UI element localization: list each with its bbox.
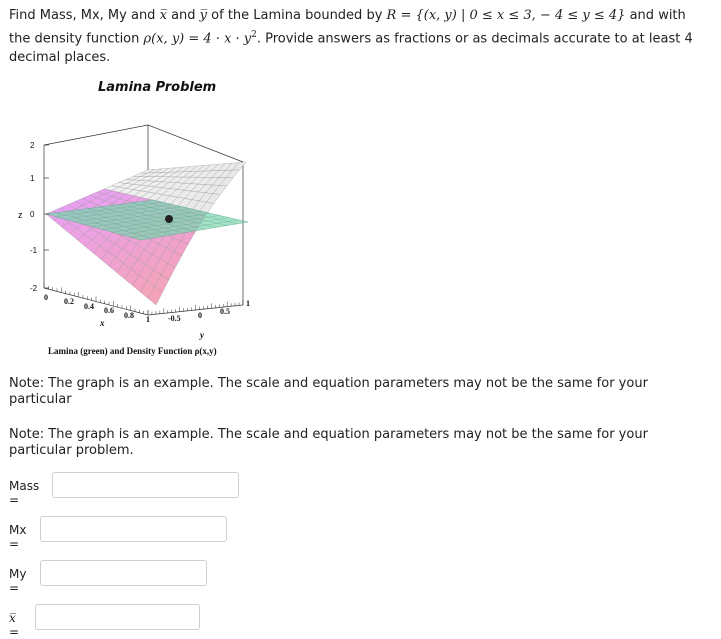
problem-text-4: . Provide answers as fractions or as decimals accurate to at least 4 decimal places. xyxy=(9,30,693,66)
z-tick-label: 2 xyxy=(30,141,35,150)
xbar-symbol: x̅ xyxy=(159,8,167,23)
problem-text-1: Find Mass, Mx, My and xyxy=(9,8,156,23)
mass-label: Mass = xyxy=(9,479,40,507)
y-axis xyxy=(148,299,250,323)
z-tick-label: -1 xyxy=(30,246,38,255)
mass-input[interactable] xyxy=(52,472,239,498)
density-expression: ρ(x, y) = 4 · x · y xyxy=(143,30,252,46)
density-exponent: 2 xyxy=(251,29,257,40)
note-graph-example: Note: The graph is an example. The scale and equation parameters may not be the same for your particular xyxy=(9,376,648,407)
mx-label: Mx = xyxy=(9,523,27,551)
problem-statement xyxy=(9,6,709,68)
y-axis-label: y xyxy=(200,330,204,340)
problem-and: and xyxy=(171,8,196,23)
x-axis xyxy=(44,283,150,324)
x-tick-label: 1 xyxy=(146,315,150,324)
y-tick-label: 0.5 xyxy=(220,307,230,316)
centroid-marker xyxy=(165,215,173,223)
y-tick-label: 0 xyxy=(198,311,202,320)
x-tick-label: 0.4 xyxy=(84,302,94,311)
region-expression: R = {(x, y) | 0 ≤ x ≤ 3, − 4 ≤ y ≤ 4} xyxy=(386,8,626,23)
figure-title: Lamina Problem xyxy=(98,80,217,95)
xbar-input[interactable] xyxy=(35,604,200,630)
z-tick-label: 1 xyxy=(30,174,35,183)
x-tick-label: 0.2 xyxy=(64,297,74,306)
my-input[interactable] xyxy=(40,560,207,586)
z-tick-label: -2 xyxy=(30,284,38,293)
note-graph-example-full: Note: The graph is an example. The scale and equation parameters may not be the same for your particular problem. xyxy=(9,427,648,458)
x-tick-label: 0.6 xyxy=(104,306,114,315)
problem-text-2: of the Lamina bounded by xyxy=(211,8,383,23)
z-tick-label: 0 xyxy=(30,210,35,219)
problem-text-3: with the density function xyxy=(9,8,686,46)
z-axis-label: z xyxy=(18,210,23,220)
lamina-3d-plot xyxy=(18,100,268,365)
x-tick-label: 0.8 xyxy=(124,311,134,320)
my-label: My = xyxy=(9,567,27,595)
xbar-label: x̅ = xyxy=(9,611,20,639)
mx-input[interactable] xyxy=(40,516,227,542)
y-tick-label: -0.5 xyxy=(168,314,181,323)
ybar-symbol: y̅ xyxy=(199,8,208,23)
y-tick-label: 1 xyxy=(246,299,250,308)
x-axis-label: x xyxy=(100,318,105,328)
z-axis xyxy=(30,141,49,293)
figure-caption: Lamina (green) and Density Function ρ(x,y) xyxy=(48,346,217,356)
problem-and-2: and xyxy=(629,8,655,23)
x-tick-label: 0 xyxy=(44,293,48,302)
